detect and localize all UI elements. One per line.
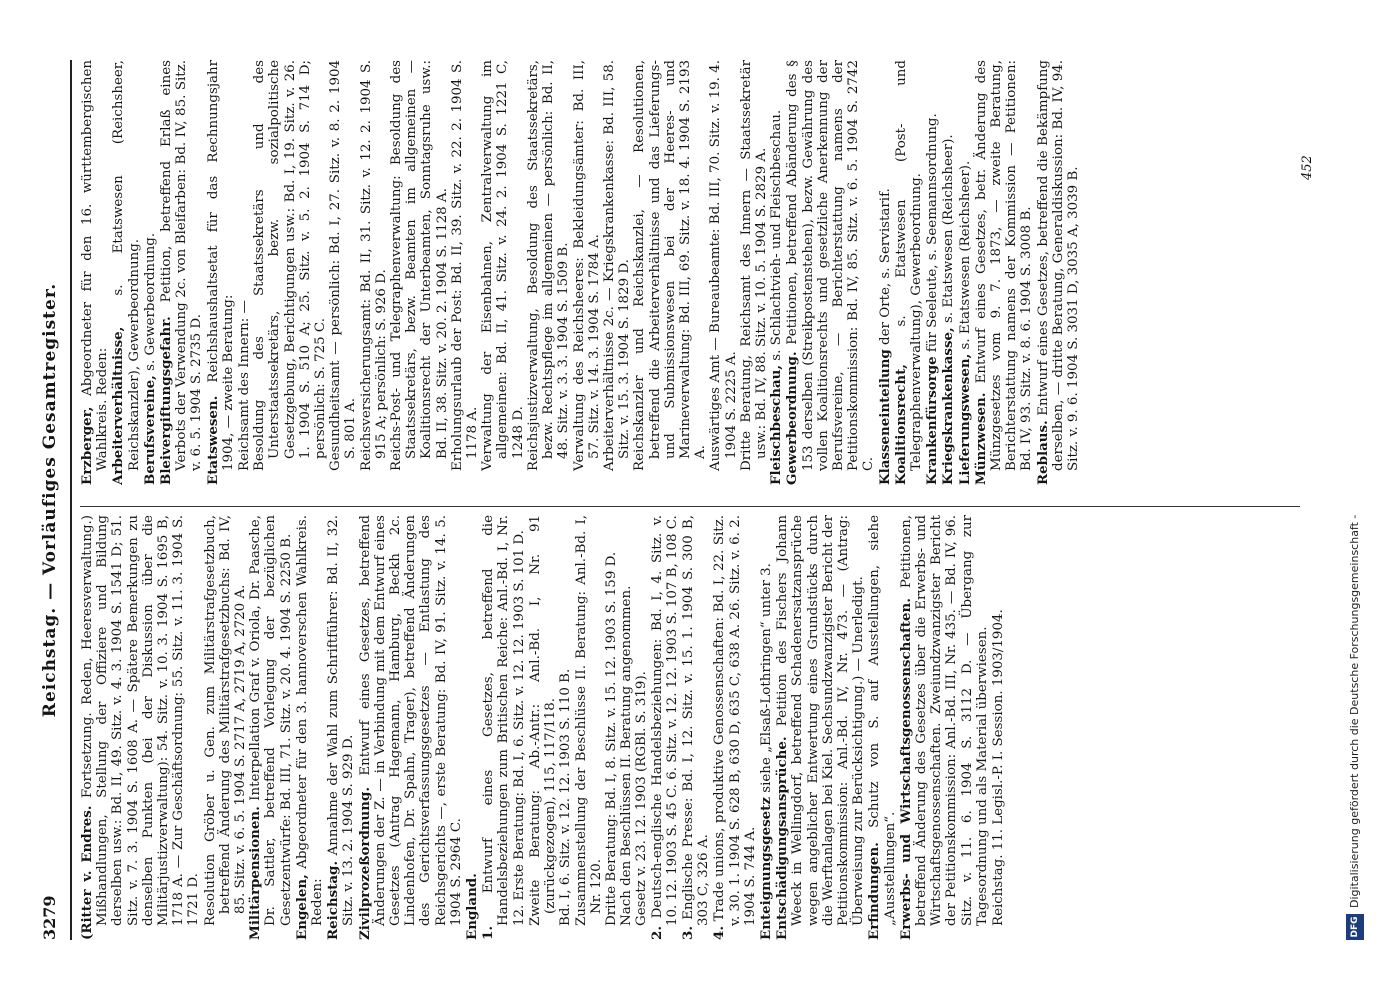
register-entry — [359, 60, 389, 485]
entry-text: Deutsch-englische Handelsbeziehungen: Bd. I, 4. Sitz. v. 10. 12. 1903 S. 45 C. 6. Sitz. v. 12. 12. 1903 S. 107 B, 108 C. — [649, 515, 680, 926]
entry-keyword: Lieferungswesen, — [956, 353, 973, 485]
entry-text: Arbeiterverhältnisse 2c. — Kriegskrankenkasse: Bd. III, 58. Sitz. v. 15. 3. 1904 S. 1829 D. — [601, 60, 633, 471]
register-entry — [769, 60, 784, 485]
entry-keyword: 4. — [711, 926, 728, 940]
register-entry — [465, 515, 480, 940]
entry-keyword: 1. — [480, 926, 497, 940]
register-entry — [574, 515, 604, 940]
entry-text: Entwurf eines Gesetzes, betreffend die Handelsbeziehungen zum Britischen Reiche: Anl.-Bd. I, Nr. 12. Erste Beratung: Bd. I, 6. Sitz. v. 12. 12. 1903 S. 101 D. — [481, 515, 527, 926]
entry-keyword: Zivilprozeßordnung. — [356, 786, 373, 940]
register-entry — [80, 60, 110, 485]
column-right — [80, 60, 1350, 485]
entry-text: Reichsjustizverwaltung, Besoldung des Staatssekretärs, bezw. Rechtspflege im allgemeinen — persönlich: Bd. II, 48. Sitz. v. 3. 3. 1904 S. 1509 B. — [525, 60, 572, 471]
register-entry — [958, 60, 973, 485]
entry-keyword: Reichstag. — [325, 860, 342, 940]
register-entry — [389, 60, 450, 485]
entry-text: der Orte, s. Servistarif. — [877, 188, 893, 345]
register-entry — [708, 60, 738, 485]
entry-keyword: Etatswesen. — [204, 395, 221, 485]
entry-text: Resolution Gröber u. Gen. zum Militärstrafgesetzbuch, betreffend Änderung des Militärstrafgesetzbuchs: Bd. IV, 85. Sitz. v. 6. 5. 1904 S. 2717 A, 2719 A, 2720 A. — [202, 515, 249, 926]
entry-keyword: Bleivergiftungsgefahr. — [158, 316, 175, 485]
entry-text: siehe „Elsaß-Lothringen“ unter 3. — [758, 563, 774, 793]
entry-keyword: Arbeiterverhältnisse, — [110, 326, 127, 485]
entry-keyword: Erwerbs- und Wirtschaftsgenossenschaften. — [897, 598, 914, 940]
digitization-note: Digitalisierung gefördert durch die Deutsche Forschungsgemeinschaft - — [1348, 514, 1361, 908]
entry-text: Verwaltung des Reichsheeres: Bekleidungsämter: Bd. III, 57. Sitz. v. 14. 3. 1904 S. 1784 A. — [571, 60, 602, 471]
entry-text: Reichsamt des Innern: — — [237, 300, 253, 471]
register-entry — [143, 60, 158, 485]
entry-text: Entwurf eines Gesetzes, betreffend die Bekämpfung derselben, — dritte Beratung, Generaldiskussion: Bd. IV, 94. Sitz. v. 9. 6. 1904 S. 3031 D, 3035 A, 3039 B. — [1035, 60, 1081, 471]
entry-text: Reichs-Post- und Telegraphenverwaltung: Besoldung des Staatssekretärs, bezw. Beamten im allgemeinen — Koalitionsrecht der Unterbeamten, Sonntagsruhe usw.: Bd. II, 38. Sitz. v. 20. 2. 1904 S. 1128 A. — [389, 60, 450, 471]
entry-text: Petitionen, betreffend Abänderung des § 153 derselben (Streikpostenstehen), bezw. Gewährung des vollen Koalitionsrechts und gesetzliche Anerkennung der Berufsvereine, — Berichterstattung namens der Petitionskommission: Bd. IV, 85. Sitz. v. 6. 5. 1904 S. 2742 C. — [785, 60, 877, 471]
entry-text: s. Gewerbeordnung. — [142, 232, 158, 371]
column-divider — [80, 506, 1300, 507]
register-entry — [237, 60, 252, 485]
register-entry — [252, 60, 328, 485]
register-entry — [203, 515, 249, 940]
register-entry — [295, 515, 325, 940]
entry-keyword: Engelen, — [293, 874, 310, 940]
register-entry — [775, 515, 866, 940]
entry-text: s. Etatswesen (Post- und Telegraphenverwaltung), Gewerbeordnung. — [893, 60, 924, 471]
register-entry — [111, 60, 141, 485]
entry-text: Petition, betreffend Erlaß eines Verbots der Verwendung 2c. von Bleifarben: Bd. IV, 85. Sitz. v. 6. 5. 1904 S. 2735 D. — [159, 60, 205, 471]
entry-keyword: Entschädigungsansprüche. — [774, 736, 791, 940]
entry-text: Reichskanzler und Reichskanzlei, — Resolutionen, betreffend die Arbeiterverhältnisse und das Lieferungs- und Submissionswesen bei der Heeres- und Marineverwaltung: Bd. III, 69. Sitz. v. 18. 4. 1904 S. 2193 A. — [632, 60, 709, 471]
entry-text: Reichsversicherungsamt: Bd. II, 31. Sitz. v. 12. 2. 1904 S. 915 A; persönlich: S. 926 D. — [358, 60, 389, 471]
header-rule — [70, 60, 72, 940]
entry-text: s. Etatswesen (Reichsheer). — [957, 160, 973, 350]
entry-keyword: Reblaus. — [1034, 420, 1051, 485]
register-entry — [526, 60, 572, 485]
entry-text: für Seeleute, s. Seemannsordnung. — [925, 113, 941, 353]
entry-keyword: (Ritter v. Endres. — [79, 805, 95, 940]
entry-keyword: Erfindungen. — [866, 842, 883, 940]
entry-keyword: 3. — [679, 926, 696, 940]
entry-text: Entwurf eines Gesetzes, betr. Änderung des Münzgesetzes vom 9. 7. 1873, — zweite Beratung, Berichterstattung namens der Kommission — Petitionen: Bd. IV, 93. Sitz. v. 8. 6. 1904 S. 3008 B. — [973, 60, 1035, 471]
entry-text: Dritte Beratung: Bd. I, 8. Sitz. v. 15. 12. 1903 S. 159 D. — [603, 551, 619, 926]
entry-text: Interpellation Graf v. Oriola, Dr. Paasche, Dr. Sattler, betreffend Vorlegung der bezüglichen Gesetzentwürfe: Bd. III, 71. Sitz. v. 20. 4. 1904 S. 2250 B. — [248, 515, 294, 926]
register-entry — [878, 60, 893, 485]
column-left — [80, 515, 1070, 940]
entry-keyword: Gewerbeordnung. — [784, 351, 801, 485]
entry-text: Erholungsurlaub der Post: Bd. II, 39. Sitz. v. 22. 2. 1904 S. 1178 A. — [449, 60, 481, 471]
entry-text: Abgeordneter für den 16. württembergischen Wahlkreis. Reden: — [80, 60, 111, 471]
register-entry — [1036, 60, 1082, 485]
entry-keyword: Berufsvereine, — [141, 375, 158, 485]
entry-text: Trade unions, produktive Genossenschaften: Bd. I, 22. Sitz. v. 30. 1. 1904 S. 628 B, 630 D, 635 C, 638 A. 26. Sitz. v. 6. 2. 1904 S. 744 A. — [712, 515, 758, 926]
entry-keyword: Koalitionsrecht, — [892, 364, 909, 485]
dfg-logo-icon: DFG — [1346, 914, 1364, 940]
entry-keyword: England. — [464, 873, 481, 940]
entry-text: Reichshaushaltsetat für das Rechnungsjahr 1904, — zweite Beratung: — [205, 60, 236, 471]
page-marker: 452 — [1300, 155, 1315, 180]
entry-text: Zweite Beratung: Ab.-Antr.: Anl.-Bd. I, Nr. 91 (zurückgezogen), 115, 117/118. — [527, 515, 559, 926]
register-entry — [785, 60, 876, 485]
entry-keyword: 2. — [648, 926, 665, 940]
register-entry — [481, 515, 527, 940]
entry-text: Englische Presse: Bd. I, 12. Sitz. v. 15. 1. 1904 S. 300 B, 303 C, 326 A. — [680, 515, 712, 926]
register-entry — [681, 515, 711, 940]
entry-text: s. Schlachtvieh- und Fleischbeschau. — [769, 109, 785, 361]
register-entry — [528, 515, 558, 940]
entry-text: Dritte Beratung, Reichsamt des Innern — Staatssekretär usw.: Bd. IV, 88. Sitz. v. 10. 5. 1904 S. 2829 A. — [738, 60, 769, 471]
entry-text: Petitionen, betreffend Änderung des Gesetzes über die Erwerbs- und Wirtschaftsgenossenschaften. Zweiundzwanzigster Bericht der Petitionskommission: Anl.-Bd. III, Nr. 435. — Bd. IV, 96. Sitz. v. 11. 6. 1904 S. 3112 D. — Übergang zur Tagesordnung und als Material überwiesen. — [898, 515, 990, 926]
entry-text: Annahme der Wahl zum Schriftführer: Bd. II, 32. Sitz. v. 13. 2. 1904 S. 929 D. — [326, 515, 357, 926]
entry-text: Bd. I, 6. Sitz. v. 12. 12. 1903 S. 110 B. — [558, 668, 574, 926]
register-entry — [894, 60, 924, 485]
entry-keyword: Krankenfürsorge — [924, 356, 941, 485]
register-entry — [991, 515, 1006, 940]
entry-text: Zusammenstellung der Beschlüsse II. Beratung: Anl.-Bd. I, Nr. 120. — [573, 515, 604, 926]
entry-text: Reichstag. 11. Legisl.-P. I. Session. 1903/1904. — [990, 609, 1006, 926]
register-entry — [941, 60, 956, 485]
register-entry — [248, 515, 294, 940]
entry-keyword: Erzberger, — [79, 406, 95, 485]
entry-text: Schutz von S. auf Ausstellungen, siehe „Ausstellungen“. — [867, 515, 898, 926]
register-entry — [650, 515, 680, 940]
register-entry — [974, 60, 1035, 485]
page-number: 3279 — [40, 895, 59, 940]
entry-text: Entwurf eines Gesetzes, betreffend Änderungen der Z. — in Verbindung mit dem Entwurf eines Gesetzes (Antrag Hagemann, Hamburg, Beckh 2c. Lindenhofen, Dr. Spahn, Trager), betreffend Änderungen des Gerichtsverfassungsgesetzes — Entlastung des Reichsgerichts —, erste Beratung: Bd. IV, 91. Sitz. v. 14. 5. 1904 S. 2964 C. — [357, 515, 464, 926]
entry-text: Nach den Beschlüssen II. Beratung angenommen. — [619, 585, 635, 926]
running-title: Reichstag. — Vorläufiges Gesamtregister. — [40, 282, 60, 718]
register-entry — [326, 515, 356, 940]
page-header — [40, 60, 70, 940]
register-entry — [739, 60, 769, 485]
entry-keyword: Militärpensionen. — [247, 806, 264, 940]
register-entry — [80, 515, 202, 940]
entry-keyword: Kriegskrankenkasse, — [940, 327, 957, 485]
register-entry — [358, 515, 464, 940]
entry-keyword: Klasseneinteilung — [876, 349, 893, 485]
entry-keyword: Münzwesen. — [972, 392, 989, 485]
entry-text: Gesetz v. 23. 12. 1903 (RGBl. S. 319). — [634, 671, 650, 926]
register-entry — [759, 515, 774, 940]
entry-text: Verwaltung der Eisenbahnen, Zentralverwaltung im allgemeinen: Bd. II, 41. Sitz. v. 24. 2. 1904 S. 1221 C, 1248 D. — [480, 60, 526, 471]
entry-text: Fortsetzung. Reden, Heeresverwaltung.) Mißhandlungen, Stellung der Offiziere und Bildung derselben usw.: Bd. II, 49. Sitz. v. 4. 3. 1904 S. 1541 D; 51. Sitz. v. 7. 3. 1904 S. 1608 A. — Spätere Bemerkungen zu denselben Punkten (bei der Diskussion über die Militärjustizverwaltung): 54. Sitz. v. 10. 3. 1904 S. 1695 B, 1718 A. — Zur Geschäftsordnung: 55. Sitz. v. 11. 3. 1904 S. 1721 D. — [80, 515, 202, 926]
register-entry — [925, 60, 940, 485]
register-entry — [480, 60, 526, 485]
register-entry — [712, 515, 758, 940]
entry-text: Besoldung des Staatssekretärs und des Unterstaatssekretärs, bezw. sozialpolitische Gesetzgebung, Berichtigungen usw.: Bd. I, 19. Sitz. v. 26. 1. 1904 S. 510 A; 25. Sitz. v. 5. 2. 1904 S. 714 D; persönlich: S. 725 C. — [252, 60, 329, 471]
register-entry — [206, 60, 236, 485]
entry-text: Abgeordneter für den 3. hannoverschen Wahlkreis. Reden: — [294, 515, 326, 926]
register-entry — [572, 60, 602, 485]
register-entry — [604, 515, 619, 940]
entry-keyword: Enteignungsgesetz — [757, 797, 774, 940]
register-entry — [602, 60, 632, 485]
entry-text: Gesundheitsamt — persönlich: Bd. I, 27. Sitz. v. 8. 2. 1904 S. 801 A. — [328, 60, 359, 471]
entry-text: s. Etatswesen (Reichsheer, Reichskanzler), Gewerbeordnung. — [111, 60, 142, 471]
register-entry — [867, 515, 897, 940]
register-entry — [159, 60, 205, 485]
digitization-credit — [1343, 60, 1367, 940]
register-entry — [632, 60, 708, 485]
register-entry — [899, 515, 990, 940]
register-entry — [450, 60, 480, 485]
register-entry — [634, 515, 649, 940]
entry-keyword: Fleischbeschau, — [768, 364, 785, 485]
entry-text: Petition des Fischers Johann Weeck in Wellingdorf, betreffend Schadenersatzansprüche wegen angeblicher Entwertung eines Grundstücks durch die Werftanlagen bei Kiel. Sechsundzwanzigster Bericht der Petitionskommission: Anl.-Bd. IV, Nr. 473. — (Antrag: Überweisung zur Berücksichtigung.) — Unerledigt. — [775, 515, 867, 926]
entry-text: Auswärtiges Amt — Bureaubeamte: Bd. III, 70. Sitz. v. 19. 4. 1904 S. 2225 A. — [708, 60, 739, 471]
register-entry — [558, 515, 573, 940]
register-entry — [619, 515, 634, 940]
entry-text: s. Etatswesen (Reichsheer). — [941, 134, 957, 324]
register-entry — [328, 60, 358, 485]
